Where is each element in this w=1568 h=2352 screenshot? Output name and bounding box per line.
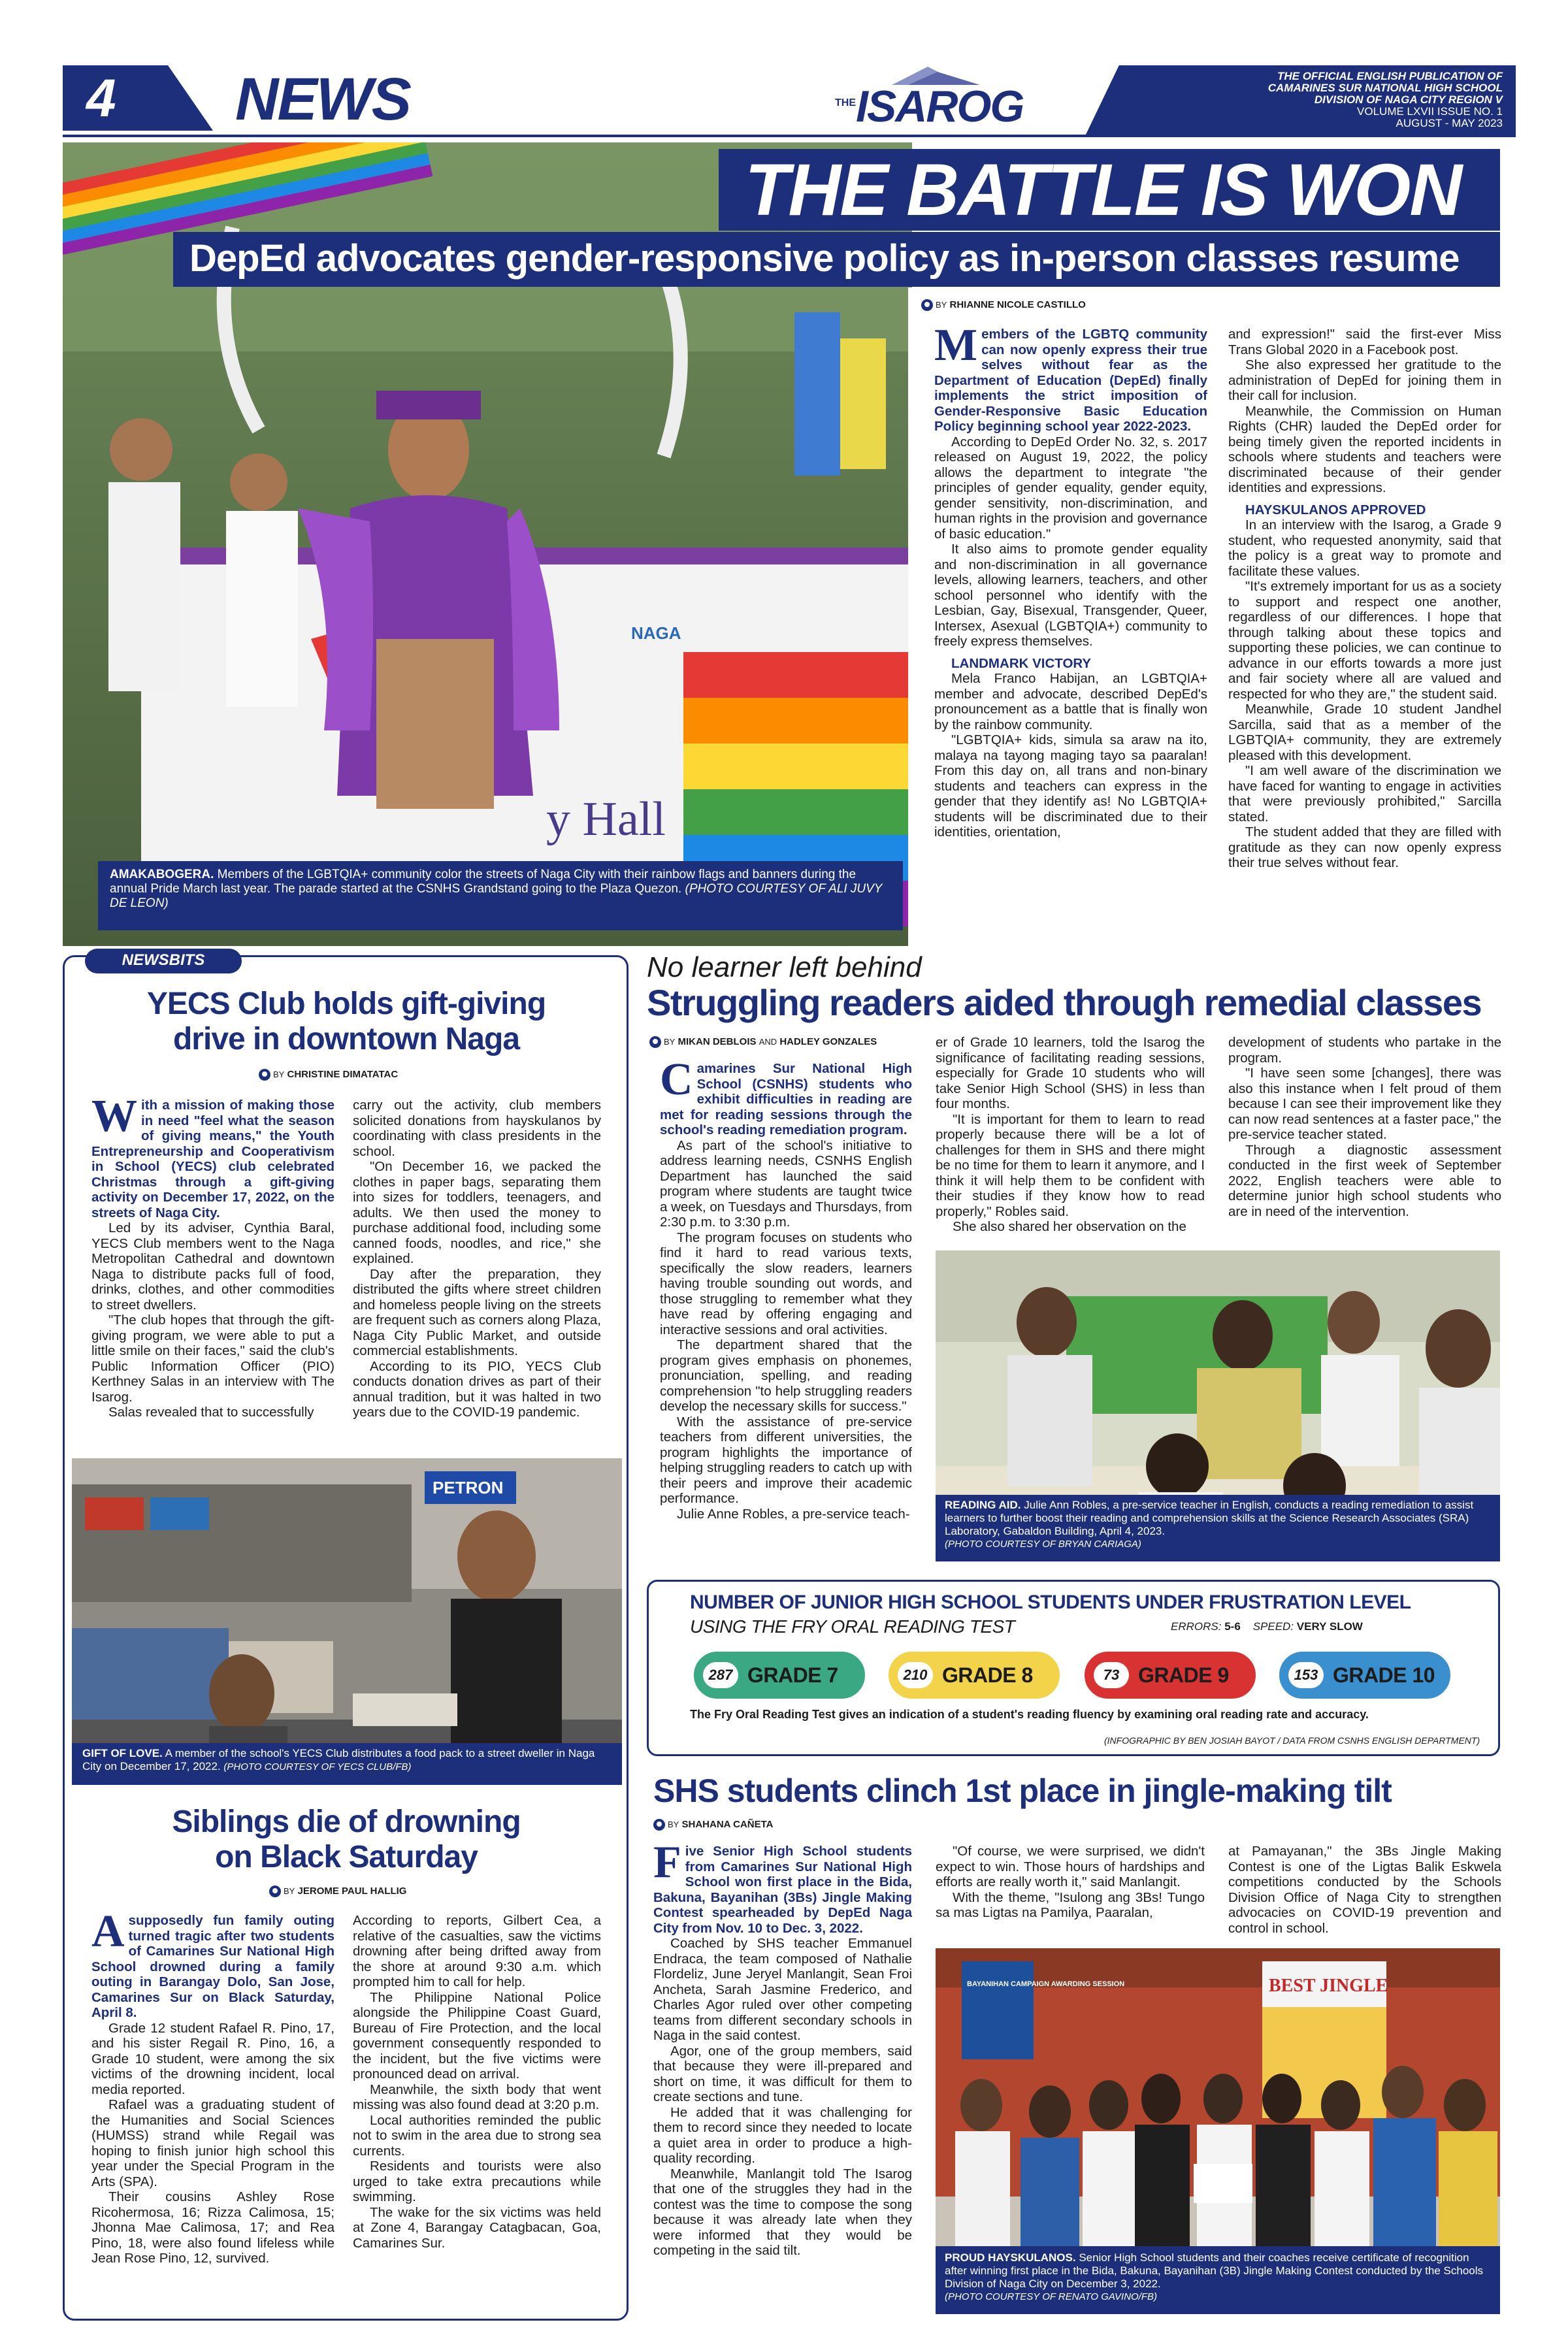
siblings-headline [78, 1805, 614, 1875]
paragraph: The Philippine National Police alongside the Philippine Coast Guard, Bureau of Fire Protection, and the local government consequently responded to the incident, but the five victims were pronounced dead on arrival. [353, 1989, 601, 2082]
paragraph: "Of course, we were surprised, we didn't expect to win. Those hours of hardships and efforts are really worth it," said Manlangit. [936, 1844, 1205, 1889]
section-title: NEWS [235, 66, 410, 133]
speed-label: SPEED: [1252, 1620, 1294, 1633]
jingle-column-1 [653, 1837, 912, 2259]
paragraph: Meanwhile, the Commission on Human Rights (CHR) lauded the DepEd order for being timely given the reported incidents in schools where students and teachers were discriminated because of their gender identities and expressions. [1228, 403, 1501, 495]
infographic-title: NUMBER OF JUNIOR HIGH SCHOOL STUDENTS UNDER FRUSTRATION LEVEL [690, 1592, 1411, 1613]
grade-label: GRADE 8 [942, 1663, 1033, 1687]
photo-sign-text: PETRON [433, 1478, 504, 1497]
masthead-line-5: AUGUST - MAY 2023 [1396, 117, 1503, 129]
pen-icon [653, 1819, 665, 1831]
grade-count: 287 [703, 1662, 738, 1688]
errors-label: ERRORS: [1171, 1620, 1222, 1633]
siblings-column-1 [91, 1906, 335, 2266]
paragraph: "It's extremely important for us as a society to support and respect one another, regardless of our differences. I hope that through talking about these topics and supporting these policies, we can continue to advance in our efforts towards a more just and fair society where all are valued and respected for who they are," the student said. [1228, 579, 1501, 702]
siblings-lede [91, 1906, 335, 2021]
paragraph: Mela Franco Habijan, an LGBTQIA+ member and advocate, described DepEd's pronouncement as a battle that is finally won by the rainbow community. [934, 671, 1207, 732]
paragraph: development of students who partake in the program. [1228, 1035, 1501, 1066]
lede-text: ive Senior High School students from Camarines Sur National High School won first place in the Bida, Bakuna, Bayanihan (3Bs) Jingle Making Contest spearheaded by DepEd Naga City from Nov. 10 to Dec. 3, 2022. [653, 1844, 912, 1936]
siblings-byline [269, 1886, 406, 1897]
byline-name: HADLEY GONZALES [779, 1036, 877, 1047]
byline-name: CHRISTINE DIMATATAC [287, 1069, 399, 1080]
headline-line: drive in downtown Naga [172, 1022, 520, 1056]
jingle-headline: SHS students clinch 1st place in jingle-making tilt [653, 1772, 1392, 1809]
subhead-hayskulanos-approved: HAYSKULANOS APPROVED [1245, 502, 1426, 517]
paragraph: According to DepEd Order No. 32, s. 2017 released on August 19, 2022, the policy allows the department to integrate "the principles of gender equality, gender equity, gender sensitivity, non-discrimination, and human rights in the provision and governance of basic education." [934, 434, 1207, 542]
paragraph: As part of the school's initiative to address learning needs, CSNHS English Department has launched the said program where students are taught twice a week, on Tuesdays and Thursdays, from 2:30 p.m. to 3:30 p.m. [660, 1137, 912, 1230]
lede-text: embers of the LGBTQ community can now openly express their true selves without fear as the Department of Education (DepEd) finally implements the strict imposition of Gender-Responsive Basic Education Policy beginning school year 2022-2023. [934, 327, 1207, 434]
paragraph: carry out the activity, club members solicited donations from hayskulanos by coordinating with class presidents in the school. [353, 1098, 601, 1159]
lede-text: ith a mission of making those in need "feel what the season of giving means," the Youth Entrepreneurship and Cooperativism in School (YECS) club celebrated Christmas through a gift-giving activity on December 17, 2022, on the streets of Naga City. [91, 1098, 335, 1220]
byline-name: MIKAN DEBLOIS [678, 1036, 757, 1047]
paragraph: "It is important for them to learn to read properly because there will be a lot of challenges for them in SHS and there might be no time for them to learn it anymore, and I think it will help them to be confident with their studies if they know how to read properly," Robles said. [936, 1111, 1205, 1219]
paragraph: The program focuses on students who find it hard to read various texts, specifically the slow readers, learners having trouble sounding out words, and those struggling to remember what they have read by offering engaging and interactive sessions and oral activities. [660, 1230, 912, 1337]
lede-text: amarines Sur National High School (CSNHS) students who exhibit difficulties in reading are met for reading sessions through the school's reading remediation program. [660, 1061, 912, 1137]
jingle-caption [945, 2251, 1494, 2304]
yecs-byline [259, 1069, 398, 1081]
yecs-headline [78, 987, 614, 1057]
paragraph: at Pamayanan," the 3Bs Jingle Making Contest is one of the Ligtas Balik Eskwela competitions conducted by the Schools Division Office of Naga City to strengthen advocacies on COVID-19 prevention and control in school. [1228, 1844, 1501, 1936]
hero-caption-text: Members of the LGBTQIA+ community color the streets of Naga City with their rainbow flags and banners during the annual Pride March last year. The parade started at the CSNHS Grandstand going to the Plaza Quezon. [110, 868, 857, 896]
reading-headline: Struggling readers aided through remedial classes [647, 982, 1482, 1023]
caption-text: Senior High School students and their coaches receive certificate of recognition after winning first place in the Bida, Bakuna, Bayanihan (3B) Jingle Making Contest conducted by the Schools Division of Naga City on December 3, 2022. [945, 2251, 1484, 2290]
infographic-criteria [1171, 1620, 1363, 1633]
infographic-note: The Fry Oral Reading Test gives an indication of a student's reading fluency by examining oral reading rate and accuracy. [690, 1708, 1369, 1721]
infographic-subtitle: USING THE FRY ORAL READING TEST [690, 1616, 1015, 1637]
caption-label: READING AID. [945, 1499, 1021, 1511]
paragraph: With the assistance of pre-service teachers from different universities, the program highlights the importance of helping struggling readers to catch up with their peers and improve their academic performance. [660, 1414, 912, 1506]
paragraph: er of Grade 10 learners, told the Isarog the significance of facilitating reading sessions, especially for Grade 10 students who will take Senior High School (SHS) in less than four months. [936, 1035, 1205, 1111]
byline-prefix: BY [664, 1037, 676, 1047]
pen-icon [259, 1069, 270, 1081]
grade-label: GRADE 7 [747, 1663, 838, 1687]
grade-pill [1085, 1652, 1256, 1699]
grade-label: GRADE 10 [1333, 1663, 1435, 1687]
caption-credit: (PHOTO COURTESY OF YECS CLUB/FB) [223, 1761, 412, 1772]
reading-caption [945, 1499, 1494, 1551]
yecs-column-1 [91, 1091, 335, 1420]
paragraph: Through a diagnostic assessment conducted in the first week of September 2022, English teachers were able to determine junior high school students who are in need of the intervention. [1228, 1142, 1501, 1219]
paragraph: Grade 12 student Rafael R. Pino, 17, and his sister Regail R. Pino, 16, a Grade 10 student, were among the six victims of the drowning incident, local media reported. [91, 2020, 335, 2097]
jingle-column-2 [936, 1844, 1205, 1921]
paragraph: Rafael was a graduating student of the Humanities and Social Sciences (HUMSS) strand while Regail was hoping to finish junior high school this year under the Special Program in the Arts (SPA). [91, 2097, 335, 2189]
pen-icon [649, 1036, 661, 1048]
page-number: 4 [86, 69, 116, 128]
grade-pill [889, 1652, 1060, 1699]
paragraph: Meanwhile, Grade 10 student Jandhel Sarcilla, said that as a member of the LGBTQIA+ community, they are extremely pleased with this development. [1228, 702, 1501, 763]
hero-caption-label: AMAKABOGERA. [110, 868, 214, 881]
grade-count: 153 [1288, 1662, 1324, 1688]
byline-prefix: BY [668, 1820, 679, 1829]
drop-cap: F [653, 1837, 681, 1887]
reading-column-3 [1228, 1035, 1501, 1219]
yecs-column-2 [353, 1098, 601, 1420]
byline-prefix: BY [284, 1886, 295, 1896]
paragraph: Julie Anne Robles, a pre-service teach- [677, 1506, 910, 1522]
subhead-landmark-victory: LANDMARK VICTORY [951, 655, 1092, 671]
lead-byline [921, 299, 1086, 311]
errors-value: 5-6 [1224, 1620, 1241, 1633]
reading-lede [660, 1054, 912, 1138]
lede-text: supposedly fun family outing turned tragic after two students of Camarines Sur National High School drowned during a family outing in Barangay Dolo, San Jose, Camarines Sur on Black Saturday, April 8. [91, 1913, 335, 2020]
headline-line: Siblings die of drowning [172, 1805, 521, 1839]
paragraph: Residents and tourists were also urged to take extra precautions while swimming. [353, 2159, 601, 2204]
siblings-column-2 [353, 1913, 601, 2251]
gift-giving-photo [72, 1458, 622, 1785]
speed-value: VERY SLOW [1296, 1620, 1363, 1633]
paragraph: "On December 16, we packed the clothes in paper bags, separating them into sizes for toddlers, teenagers, and adults. We then used the money to purchase additional food, including some canned foods, noodles, and rice," she explained. [353, 1159, 601, 1266]
masthead-info [1124, 71, 1503, 129]
byline-name: JEROME PAUL HALLIG [297, 1886, 407, 1897]
photo-banner-text-2: BAYANIHAN CAMPAIGN AWARDING SESSION [967, 1980, 1125, 1988]
reading-column-2 [936, 1035, 1205, 1235]
drop-cap: W [91, 1091, 137, 1141]
grade-pill [694, 1652, 865, 1699]
paragraph: According to its PIO, YECS Club conducts donation drives as part of their annual tradition, but it was halted in two years due to the COVID-19 pandemic. [353, 1358, 601, 1420]
lead-lede [934, 320, 1207, 434]
caption-label: GIFT OF LOVE. [82, 1747, 163, 1759]
grade-count: 73 [1094, 1662, 1129, 1688]
hero-sign-text: y Hall [546, 792, 666, 846]
paragraph: Led by its adviser, Cynthia Baral, YECS Club members went to the Naga Metropolitan Cathedral and downtown Naga to distribute packs full of food, drinks, clothes, and other commodities to street dwellers. [91, 1220, 335, 1313]
masthead-line-2: CAMARINES SUR NATIONAL HIGH SCHOOL [1267, 82, 1503, 94]
photo-banner-text: BEST JINGLE [1269, 1976, 1388, 1996]
paragraph: "LGBTQIA+ kids, simula sa araw na ito, malaya na tayong maging tayo sa paaralan! From this day on, all trans and non-binary students and teachers can express in the gender that they identify as! No LGBTQIA+ students will be discriminated due to their identities, orientation, [934, 732, 1207, 840]
byline-prefix: BY [273, 1070, 285, 1079]
headline-line: YECS Club holds gift-giving [146, 987, 546, 1021]
infographic-credit: (INFOGRAPHIC BY BEN JOSIAH BAYOT / DATA FROM CSNHS ENGLISH DEPARTMENT) [1104, 1735, 1480, 1746]
paragraph: "I am well aware of the discrimination we have faced for wanting to engage in activities that were previously prohibited," Sarcilla stated. [1228, 763, 1501, 825]
gift-caption [82, 1747, 614, 1774]
reading-column-1 [660, 1054, 912, 1522]
jingle-byline [653, 1819, 774, 1831]
masthead-line-1: THE OFFICIAL ENGLISH PUBLICATION OF [1277, 70, 1503, 82]
header-rule [63, 135, 1516, 137]
paragraph: She also shared her observation on the [953, 1219, 1186, 1234]
paragraph: "I have seen some [changes], there was also this instance when I felt proud of them because I can see their improvement like they can now read sentences at a faster pace," the pre-service teacher stated. [1228, 1066, 1501, 1142]
masthead-line-3: DIVISION OF NAGA CITY REGION V [1314, 93, 1503, 106]
grade-count: 210 [898, 1662, 933, 1688]
paragraph: Day after the preparation, they distributed the gifts where street children and homeless people living on the streets are frequent such as corners along Plaza, Naga City Public Market, and outside commercial establishments. [353, 1266, 601, 1358]
byline-name: SHAHANA CAÑETA [681, 1819, 774, 1830]
paragraph: It also aims to promote gender equality and non-discrimination in all governance levels, allowing learners, teachers, and other school personnel who identify with the Lesbian, Gay, Bisexual, Transgender, Queer, Intersex, Asexual (LGBTQIA+) community to freely express themselves. [934, 542, 1207, 649]
grade-label: GRADE 9 [1138, 1663, 1229, 1687]
reading-byline [649, 1036, 877, 1048]
yecs-lede [91, 1091, 335, 1220]
paragraph: Meanwhile, the sixth body that went missing was also found dead at 3:20 p.m. [353, 2082, 601, 2112]
paragraph: Meanwhile, Manlangit told The Isarog that one of the struggles they had in the contest was the time to compose the song because it was already late when they were informed that they would be competing in the said tilt. [653, 2166, 912, 2258]
hero-kicker: THE BATTLE IS WON [745, 149, 1462, 231]
paragraph: Local authorities reminded the public not to swim in the area due to strong sea currents. [353, 2112, 601, 2159]
caption-label: PROUD HAYSKULANOS. [945, 2251, 1076, 2264]
pen-icon [269, 1886, 281, 1897]
caption-credit: (PHOTO COURTESY OF BRYAN CARIAGA) [945, 1539, 1141, 1550]
paragraph: Coached by SHS teacher Emmanuel Endraca, the team composed of Nathalie Flordeliz, June Jeryel Manlangit, Sean Froi Ancheta, Sarah Jasmine Frederico, and Charles Agor ruled over other competing teams from different secondary schools in Naga in the said contest. [653, 1936, 912, 2043]
byline-and: AND [759, 1037, 777, 1047]
lead-column-2 [1228, 327, 1501, 871]
paragraph: Salas revealed that to successfully [108, 1405, 314, 1420]
lead-column-1 [934, 320, 1207, 840]
pen-icon [921, 299, 933, 311]
paragraph: According to reports, Gilbert Cea, a relative of the casualties, saw the victims drowning after being drifted away from the shore at around 9:30 a.m. which prompted him to call for help. [353, 1913, 601, 1989]
page-number-banner [63, 65, 213, 131]
logo-main-text: ISAROG [856, 82, 1024, 131]
paragraph: Their cousins Ashley Rose Ricohermosa, 16; Rizza Calimosa, 15; Jhonna Mae Calimosa, 17; and Rea Pino, 18, were also found lifeless while Jean Rose Pino, 12, survived. [91, 2189, 335, 2266]
drop-cap: M [934, 320, 978, 370]
caption-text: A member of the school's YECS Club distributes a food pack to a street dweller in Naga City on December 17, 2022. [82, 1747, 595, 1772]
paragraph: In an interview with the Isarog, a Grade 9 student, who requested anonymity, said that the policy is a great way to promote and facilitate these values. [1228, 517, 1501, 579]
paragraph: With the theme, "Isulong ang 3Bs! Tungo sa mas Ligtas na Pamilya, Paaralan, [936, 1889, 1205, 1920]
paragraph: Agor, one of the group members, said that because they were ill-prepared and short on time, it was difficult for them to create sections and tune. [653, 2043, 912, 2104]
newsbits-label: NEWSBITS [122, 951, 205, 969]
drop-cap: A [91, 1906, 125, 1957]
isarog-logo [830, 65, 1065, 133]
caption-text: Julie Ann Robles, a pre-service teacher in English, conducts a reading remediation to assist learners to further boost their reading and comprehension skills at the Science Research Associates (SRA) Laboratory, Gabaldon Building, April 4, 2023. [945, 1499, 1474, 1537]
drop-cap: C [660, 1054, 693, 1105]
paragraph: The wake for the six victims was held at Zone 4, Barangay Catagbacan, Goa, Camarines Sur. [353, 2204, 601, 2251]
paragraph: She also expressed her gratitude to the administration of DepEd for joining them in their call for inclusion. [1228, 357, 1501, 403]
paragraph: The department shared that the program gives emphasis on phonemes, pronunciation, spelling, and reading comprehension "to help struggling readers develop the necessary skills for success." [660, 1337, 912, 1414]
grade-pill [1279, 1652, 1450, 1699]
caption-credit: (PHOTO COURTESY OF RENATO GAVINO/FB) [945, 2291, 1158, 2302]
hero-caption [110, 868, 894, 911]
logo-small-text: THE [835, 97, 856, 108]
masthead-line-4: VOLUME LXVII ISSUE NO. 1 [1357, 105, 1503, 118]
jingle-lede [653, 1837, 912, 1936]
hero-sign-logo: NAGA [631, 623, 681, 643]
paragraph: He added that it was challenging for them to record since they needed to locate a quiet area in order to produce a high-quality recording. [653, 2104, 912, 2166]
lead-headline: DepEd advocates gender-responsive policy as in-person classes resume [189, 237, 1460, 280]
paragraph: and expression!" said the first-ever Miss Trans Global 2020 in a Facebook post. [1228, 327, 1501, 357]
reading-kicker: No learner left behind [647, 951, 922, 983]
byline-name: RHIANNE NICOLE CASTILLO [949, 299, 1086, 310]
paragraph: "The club hopes that through the gift-giving program, we were able to put a little smile on their faces," said the club's Public Information Officer (PIO) Kerthney Salas in an interview with The Isarog. [91, 1313, 335, 1405]
jingle-column-3 [1228, 1844, 1501, 1936]
headline-line: on Black Saturday [215, 1840, 478, 1874]
hero-caption-credit: (PHOTO COURTESY OF ALI JUVY DE LEON) [110, 882, 883, 910]
paragraph: The student added that they are filled with gratitude as they can now openly express their true selves without fear. [1228, 825, 1501, 870]
byline-prefix: BY [936, 300, 947, 310]
